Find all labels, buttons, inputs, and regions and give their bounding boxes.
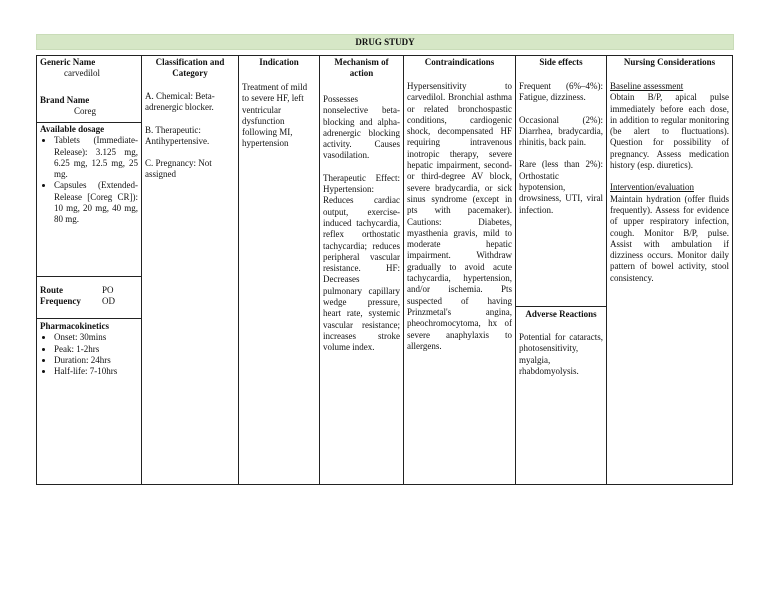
indication-text: Treatment of mild to severe HF, left ventricular dysfunction following MI, hypertension — [242, 82, 308, 149]
drug-study-table — [36, 55, 733, 487]
brand-name-heading: Brand Name — [40, 94, 90, 105]
contraindications-heading: Contraindications — [424, 57, 495, 67]
classification-item: B. Therapeutic: Antihypertensive. — [145, 124, 210, 146]
contraindications-text: Hypersensitivity to carvedilol. Bronchial asthma or related bronchospastic conditions, cardiogenic shock, decompensated HF requiring intravenous inotropic therapy, severe hepatic impairment, second- or third-degree AV block, severe bradycardia, or sick sinus syndrome (except in pts with pacemaker). Cautions: Diabetes, myasthenia gravis, mild to moderate hepatic impairment. Withdraw gradually to avoid acute tachycardia, hypertension, and/or ischemia. Pts suspected of having Prinzmetal's angina, pheochromocytoma, hx of severe anaphylaxis to allergens. — [407, 81, 512, 351]
classification-heading: Classification and Category — [155, 57, 225, 78]
classification-column — [141, 55, 239, 485]
pk-item: • Duration: 24hrs — [54, 355, 138, 366]
available-dosage-heading: Available dosage — [40, 124, 105, 134]
document-title: DRUG STUDY — [36, 34, 734, 50]
contraindications-column — [403, 55, 516, 485]
baseline-assessment-heading: Baseline assessment — [610, 81, 684, 91]
baseline-assessment-text: Obtain B/P, apical pulse immediately before each dose, in addition to regular monitoring (be alert to fluctuations). Question for possibility of pregnancy. Assess medication history (esp. diuretics). — [610, 92, 729, 171]
pk-item: • Onset: 30mins — [54, 332, 138, 343]
dosage-item: • Capsules (Extended-Release [Coreg CR]): 10 mg, 20 mg, 40 mg, 80 mg. — [54, 180, 138, 225]
pharmacokinetics-heading: Pharmacokinetics — [40, 321, 109, 331]
indication-column — [238, 55, 320, 485]
side-effects-divider — [516, 306, 606, 307]
intervention-heading: Intervention/evaluation — [610, 182, 694, 193]
route-value: PO — [102, 285, 114, 295]
side-effects-column — [515, 55, 607, 485]
generic-name-heading: Generic Name — [40, 57, 96, 67]
adverse-reactions-heading: Adverse Reactions — [525, 309, 597, 319]
dosage-item: • Tablets (Immediate-Release): 3.125 mg, 6.25 mg, 12.5 mg, 25 mg. — [54, 135, 138, 180]
frequency-label: Frequency — [40, 296, 81, 307]
brand-name-value: Coreg — [74, 105, 96, 116]
generic-divider-3 — [37, 318, 141, 319]
mechanism-paragraph: Possesses nonselective beta-blocking and alpha-adrenergic blocking activity. Causes vasodilation. — [323, 94, 400, 161]
side-effects-heading: Side effects — [539, 57, 583, 67]
generic-divider-1 — [37, 122, 141, 123]
side-effects-paragraph: Frequent (6%–4%): Fatigue, dizziness. — [519, 81, 603, 103]
nursing-heading: Nursing Considerations — [623, 57, 716, 67]
indication-heading: Indication — [259, 57, 299, 67]
side-effects-paragraph: Occasional (2%): Diarrhea, bradycardia, rhinitis, back pain. — [519, 114, 603, 148]
pk-item: • Half-life: 7-10hrs — [54, 366, 138, 377]
generic-name-column — [36, 55, 142, 485]
classification-item: A. Chemical: Beta-adrenergic blocker. — [145, 91, 215, 113]
generic-divider-2 — [37, 276, 141, 277]
mechanism-paragraph: Therapeutic Effect: Hypertension: Reduces cardiac output, exercise-induced tachycardia, reflex orthostatic tachycardia; reduces peripheral vascular resistance. HF: Decreases pulmonary capillary wedge pressure, heart rate, systemic vascular resistance; increases stroke volume index. — [323, 172, 400, 353]
frequency-value: OD — [102, 296, 115, 307]
nursing-column — [606, 55, 733, 485]
side-effects-paragraph: Rare (less than 2%): Orthostatic hypotension, drowsiness, UTI, viral infection. — [519, 159, 603, 215]
adverse-reactions-text: Potential for cataracts, photosensitivity, myalgia, rhabdomyolysis. — [519, 332, 603, 376]
intervention-text: Maintain hydration (offer fluids frequently). Assess for evidence of upper respiratory infection, cough. Monitor B/P, pulse. Assist with ambulation if dizziness occurs. Monitor daily pattern of bowel activity, stool consistency. — [610, 193, 729, 283]
classification-item: C. Pregnancy: Not assigned — [145, 158, 212, 180]
mechanism-heading: Mechanism of action — [334, 57, 389, 78]
mechanism-column — [319, 55, 404, 485]
pk-item: • Peak: 1-2hrs — [54, 344, 138, 355]
generic-name-value: carvedilol — [64, 68, 100, 79]
route-label: Route — [40, 285, 63, 295]
